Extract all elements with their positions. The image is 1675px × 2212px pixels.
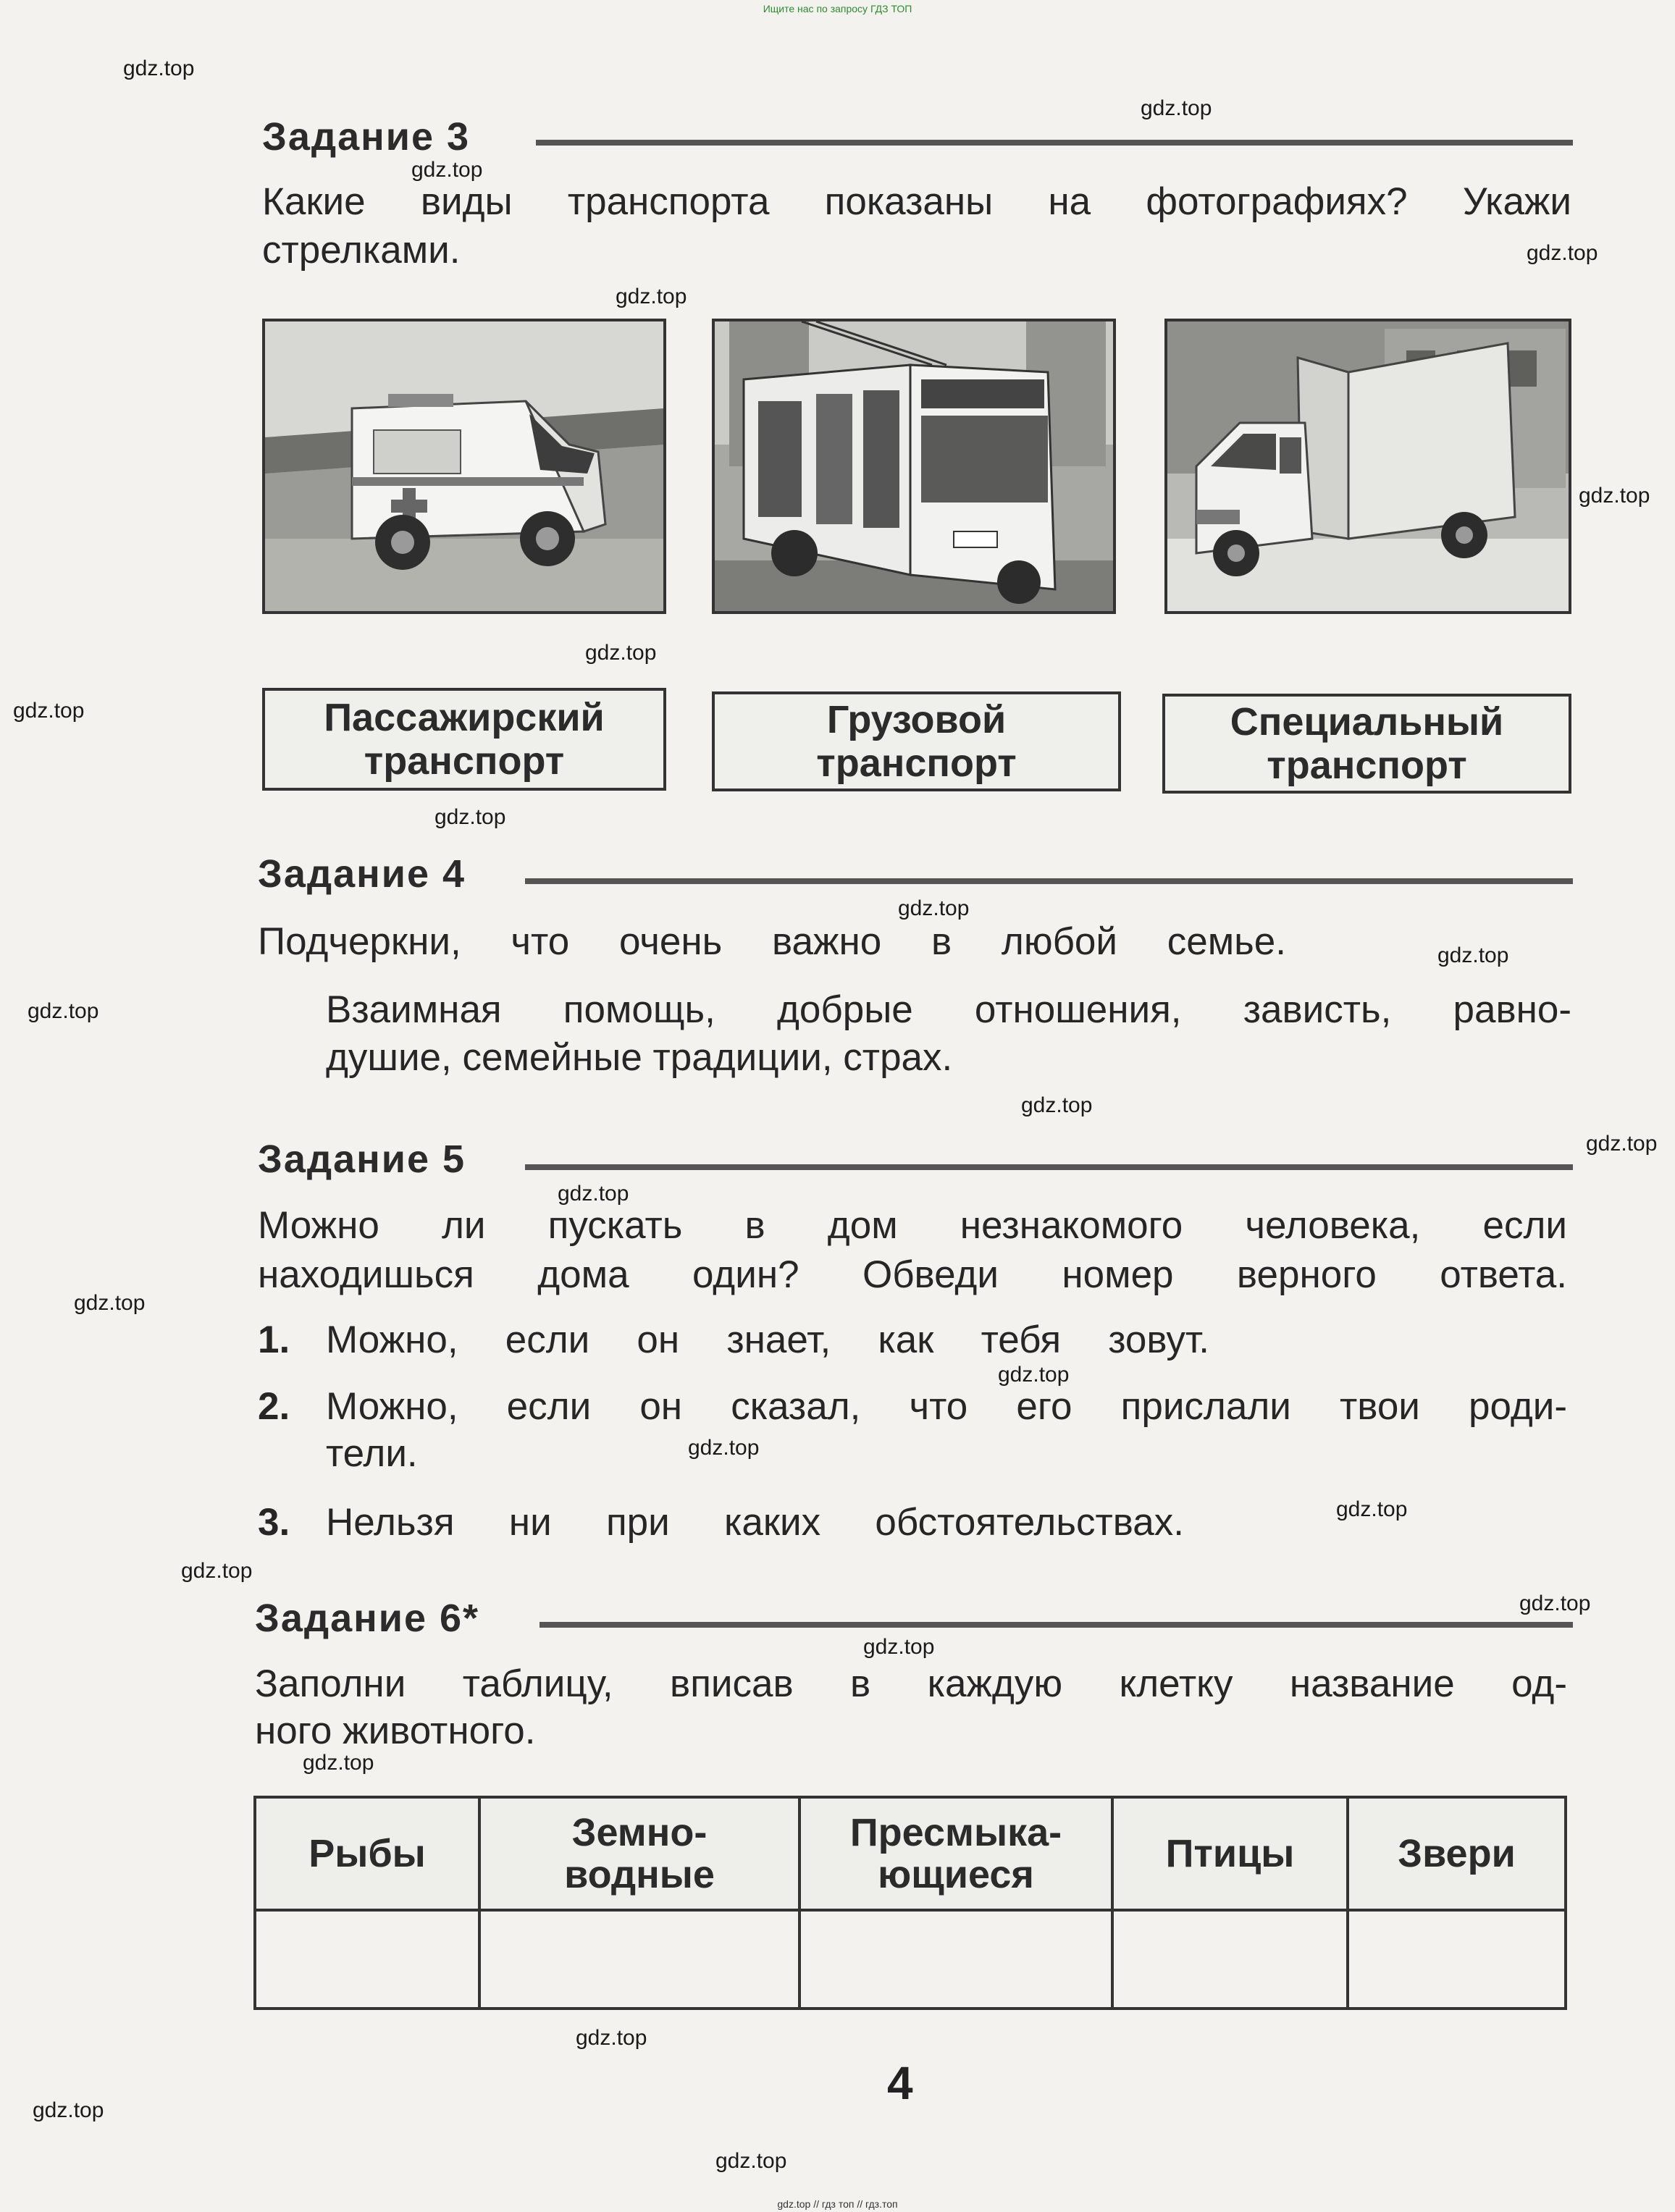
label-special-line2: транспорт	[1267, 744, 1467, 787]
task5-question-cont	[258, 1251, 1567, 1299]
ambulance-photo	[262, 319, 666, 614]
task3-question	[262, 178, 1571, 226]
task6-rule	[540, 1622, 1573, 1628]
task4-options-line2[interactable]: душие, семейные традиции, страх.	[326, 1036, 953, 1079]
task5-question	[258, 1202, 1567, 1250]
watermark: gdz.top	[585, 641, 657, 665]
task4-prompt	[258, 918, 1286, 966]
column-header-line1: Земно-	[571, 1811, 708, 1854]
task4-prompt-text: Подчеркни, что очень важно в любой семье.	[258, 920, 1286, 963]
answer-cell-reptiles[interactable]	[799, 1910, 1112, 2009]
column-header-birds	[1112, 1797, 1348, 1910]
answer-2-number[interactable]: 2.	[258, 1385, 290, 1428]
watermark: gdz.top	[1021, 1093, 1093, 1117]
task5-answer-2[interactable]	[258, 1383, 323, 1431]
truck-image	[1167, 321, 1569, 611]
task4-options-cont[interactable]	[326, 1034, 1571, 1082]
answer-cell-mammals[interactable]	[1348, 1910, 1566, 2009]
task6-prompt-cont	[255, 1707, 1567, 1755]
answer-cell-fish[interactable]	[255, 1910, 479, 2009]
watermark: gdz.top	[863, 1635, 935, 1659]
answer-3-line1: Нельзя ни при каких обстоятельствах.	[326, 1501, 1184, 1544]
task4-rule	[525, 878, 1573, 884]
column-header-mammals	[1348, 1797, 1566, 1910]
task5-answer-2-text	[326, 1383, 1567, 1431]
column-header-line1: Пресмыка-	[849, 1811, 1062, 1854]
column-header-fish	[255, 1797, 479, 1910]
column-header-line1: Рыбы	[308, 1832, 426, 1875]
label-passenger-line2: транспорт	[364, 739, 565, 783]
label-cargo-transport[interactable]	[712, 691, 1121, 791]
task5-answer-1-text	[326, 1316, 1209, 1364]
task4-options-line1[interactable]: Взаимная помощь, добрые отношения, зависть, равно-	[326, 988, 1571, 1031]
task3-title: Задание 3	[262, 115, 471, 159]
watermark: gdz.top	[1527, 241, 1598, 265]
label-special-transport[interactable]	[1162, 694, 1571, 794]
label-passenger-line1: Пассажирский	[324, 696, 605, 739]
task6-prompt	[255, 1660, 1567, 1708]
table-header-row	[255, 1797, 1566, 1910]
task4-title: Задание 4	[258, 852, 466, 896]
watermark: gdz.top	[1141, 96, 1212, 120]
task5-answer-3-text	[326, 1499, 1184, 1547]
watermark: gdz.top	[1437, 943, 1509, 967]
watermark: gdz.top	[558, 1182, 629, 1206]
task3-question-line2: стрелками.	[262, 229, 461, 272]
bottom-banner: gdz.top // гдз топ // гдз.топ	[777, 2198, 898, 2210]
task5-rule	[525, 1164, 1573, 1170]
task3-rule	[536, 140, 1573, 146]
table-answer-row	[255, 1910, 1566, 2009]
answer-2-line1: Можно, если он сказал, что его прислали твои роди-	[326, 1385, 1567, 1428]
task5-answer-2-cont	[326, 1430, 1567, 1478]
watermark: gdz.top	[715, 2149, 787, 2173]
watermark: gdz.top	[576, 2026, 647, 2050]
task4-options[interactable]	[326, 986, 1571, 1034]
watermark: gdz.top	[74, 1291, 146, 1315]
watermark: gdz.top	[13, 699, 85, 723]
watermark: gdz.top	[616, 285, 687, 308]
answer-2-line2: тели.	[326, 1432, 418, 1475]
watermark: gdz.top	[303, 1751, 374, 1775]
task5-answer-3[interactable]	[258, 1499, 323, 1547]
watermark: gdz.top	[28, 999, 99, 1023]
column-header-line1: Звери	[1398, 1832, 1516, 1875]
top-banner: Ищите нас по запросу ГДЗ ТОП	[763, 3, 912, 14]
answer-cell-birds[interactable]	[1112, 1910, 1348, 2009]
watermark: gdz.top	[1519, 1591, 1591, 1615]
ambulance-image	[265, 321, 663, 611]
task5-question-line1: Можно ли пускать в дом незнакомого человека, если	[258, 1204, 1567, 1247]
truck-photo	[1164, 319, 1571, 614]
task5-question-line2: находишься дома один? Обведи номер верного ответа.	[258, 1253, 1567, 1296]
column-header-line2: водные	[564, 1853, 715, 1896]
label-cargo-line1: Грузовой	[826, 698, 1007, 741]
watermark: gdz.top	[1579, 484, 1650, 508]
trolleybus-image	[715, 321, 1113, 611]
task6-prompt-line2: ного животного.	[255, 1710, 536, 1752]
label-special-line1: Специальный	[1230, 700, 1504, 744]
task5-title: Задание 5	[258, 1137, 466, 1181]
answer-3-number[interactable]: 3.	[258, 1501, 290, 1544]
animals-table	[253, 1796, 1567, 2010]
watermark: gdz.top	[998, 1363, 1070, 1387]
label-cargo-line2: транспорт	[816, 741, 1017, 785]
answer-1-line1: Можно, если он знает, как тебя зовут.	[326, 1319, 1209, 1361]
watermark: gdz.top	[123, 56, 195, 80]
task3-question-cont	[262, 227, 1571, 274]
watermark: gdz.top	[411, 158, 483, 182]
trolleybus-photo	[712, 319, 1116, 614]
watermark: gdz.top	[181, 1559, 253, 1583]
watermark: gdz.top	[33, 2098, 104, 2122]
watermark: gdz.top	[688, 1436, 760, 1460]
watermark: gdz.top	[435, 805, 506, 829]
task6-title: Задание 6*	[255, 1597, 480, 1640]
task6-prompt-line1: Заполни таблицу, вписав в каждую клетку название од-	[255, 1662, 1567, 1705]
label-passenger-transport[interactable]	[262, 688, 666, 791]
answer-1-number[interactable]: 1.	[258, 1319, 290, 1361]
watermark: gdz.top	[1586, 1132, 1658, 1156]
column-header-amphibians	[479, 1797, 799, 1910]
task3-question-line1: Какие виды транспорта показаны на фотографиях? Укажи	[262, 180, 1571, 223]
column-header-line1: Птицы	[1165, 1832, 1295, 1875]
watermark: gdz.top	[898, 896, 970, 920]
page-number: 4	[887, 2057, 913, 2109]
column-header-line2: ющиеся	[878, 1853, 1034, 1896]
answer-cell-amphibians[interactable]	[479, 1910, 799, 2009]
watermark: gdz.top	[1336, 1497, 1408, 1521]
column-header-reptiles	[799, 1797, 1112, 1910]
